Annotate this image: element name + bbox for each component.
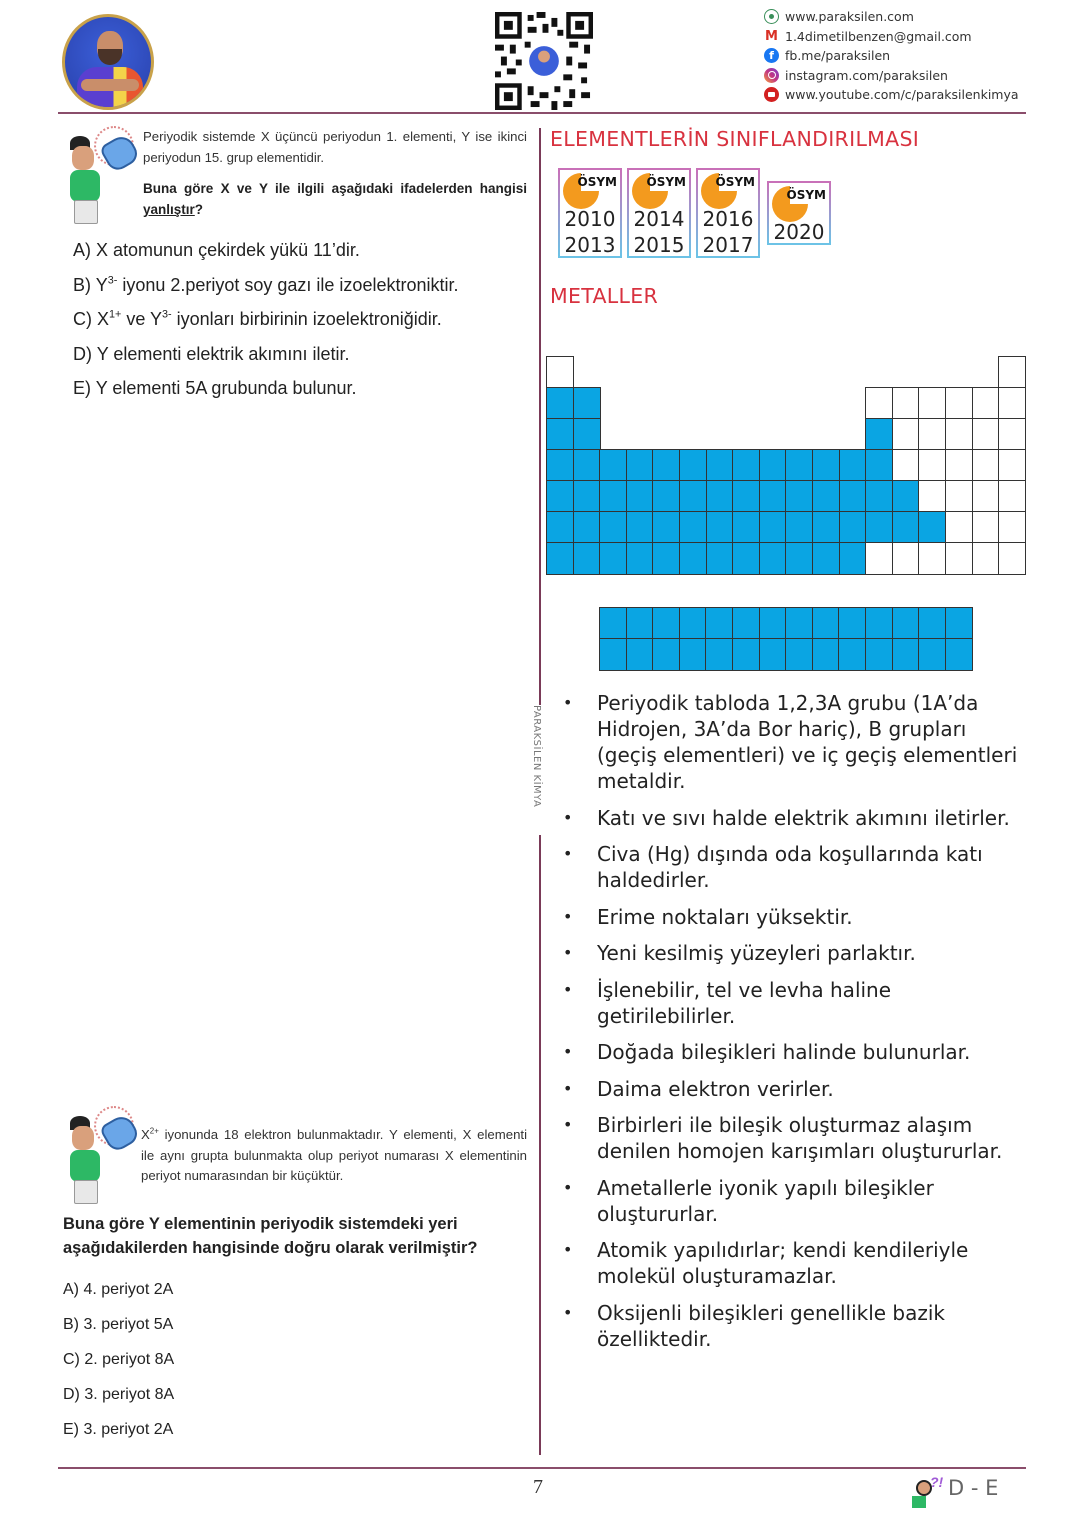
contact-text: www.paraksilen.com bbox=[785, 9, 914, 25]
metal-cell bbox=[839, 449, 867, 482]
list-item bbox=[560, 805, 1030, 831]
nonmetal-cell bbox=[892, 418, 920, 451]
metal-cell bbox=[839, 480, 867, 513]
contact-list bbox=[764, 7, 1064, 105]
osym-badge: ÖSYM 2010 2013 bbox=[558, 168, 622, 258]
list-item-text: Ametallerle iyonik yapılı bileşikler oluştururlar. bbox=[597, 1175, 934, 1226]
contact-text: 1.4dimetilbenzen@gmail.com bbox=[785, 28, 972, 44]
nonmetal-cell bbox=[918, 542, 946, 575]
f-block-cell bbox=[759, 638, 787, 671]
metal-cell bbox=[652, 511, 680, 544]
f-block-cell bbox=[759, 607, 787, 640]
metal-cell bbox=[573, 480, 601, 513]
nonmetal-cell bbox=[998, 449, 1026, 482]
osym-badge: ÖSYM 2016 2017 bbox=[696, 168, 760, 258]
f-block-cell bbox=[865, 607, 893, 640]
page-number: 7 bbox=[533, 1476, 543, 1498]
metal-cell bbox=[812, 480, 840, 513]
f-block-cell bbox=[732, 638, 760, 671]
list-item-text: Yeni kesilmiş yüzeyleri parlaktır. bbox=[597, 941, 916, 965]
f-block-cell bbox=[626, 607, 654, 640]
question1-prompt: Buna göre X ve Y ile ilgili aşağıdaki ifadelerden hangisi yanlıştır? bbox=[143, 181, 527, 217]
nonmetal-cell bbox=[998, 511, 1026, 544]
contact-text: www.youtube.com/c/paraksilenkimya bbox=[785, 87, 1019, 103]
metal-properties-list bbox=[560, 690, 1030, 1362]
nonmetal-cell bbox=[972, 387, 1000, 420]
contact-instagram[interactable] bbox=[764, 66, 1064, 86]
metal-cell bbox=[546, 387, 574, 420]
contact-text: instagram.com/paraksilen bbox=[785, 67, 948, 83]
list-item-text: Birbirleri ile bileşik oluşturmaz alaşım denilen homojen karışımları oluştururlar. bbox=[597, 1113, 1003, 1163]
nonmetal-cell bbox=[998, 356, 1026, 389]
metal-cell bbox=[626, 449, 654, 482]
f-block-cell bbox=[599, 638, 627, 671]
nonmetal-cell bbox=[998, 418, 1026, 451]
list-item bbox=[560, 1076, 1030, 1102]
metal-cell bbox=[865, 449, 893, 482]
contact-youtube[interactable] bbox=[764, 85, 1064, 105]
metal-cell bbox=[732, 511, 760, 544]
question2-options bbox=[63, 1272, 174, 1447]
list-item-text: İşlenebilir, tel ve levha haline getirilebilirler. bbox=[597, 977, 892, 1028]
footer-mark: ?! D - E bbox=[912, 1474, 1022, 1514]
metal-cell bbox=[759, 480, 787, 513]
question1-options bbox=[73, 233, 458, 406]
metal-cell bbox=[812, 542, 840, 575]
nonmetal-cell bbox=[918, 418, 946, 451]
question1-stem: Periyodik sistemde X üçüncü periyodun 1. elementi, Y ise ikinci periyodun 15. grup elementidir. bbox=[143, 129, 527, 165]
nonmetal-cell bbox=[972, 480, 1000, 513]
list-item bbox=[560, 904, 1030, 930]
list-item-text: Atomik yapılıdırlar; kendi kendileriyle molekül oluşturamazlar. bbox=[597, 1238, 969, 1288]
nonmetal-cell bbox=[918, 449, 946, 482]
bullet-icon: • bbox=[563, 979, 573, 999]
question2-option-c[interactable]: C) 2. periyot 8A bbox=[63, 1351, 175, 1368]
f-block-cell bbox=[652, 638, 680, 671]
metal-cell bbox=[706, 542, 734, 575]
metal-cell bbox=[759, 511, 787, 544]
nonmetal-cell bbox=[945, 418, 973, 451]
nonmetal-cell bbox=[892, 449, 920, 482]
nonmetal-cell bbox=[998, 542, 1026, 575]
metal-cell bbox=[812, 449, 840, 482]
nonmetal-cell bbox=[945, 449, 973, 482]
nonmetal-cell bbox=[972, 511, 1000, 544]
question2-prompt: Buna göre Y elementinin periyodik sistemdeki yeri aşağıdakilerden hangisinde doğru olarak verilmiştir? bbox=[63, 1215, 478, 1257]
osym-badge: ÖSYM 2020 bbox=[767, 181, 831, 245]
contact-facebook[interactable] bbox=[764, 46, 1064, 66]
list-item bbox=[560, 1300, 1030, 1352]
nonmetal-cell bbox=[945, 480, 973, 513]
side-brand-label: PARAKSİLEN KİMYA bbox=[526, 705, 552, 835]
list-item-text: Katı ve sıvı halde elektrik akımını iletirler. bbox=[597, 805, 1010, 830]
metal-cell bbox=[626, 542, 654, 575]
metal-cell bbox=[573, 418, 601, 451]
metal-cell bbox=[573, 511, 601, 544]
f-block-cell bbox=[679, 638, 707, 671]
teacher-character-icon bbox=[62, 126, 136, 226]
metal-cell bbox=[599, 449, 627, 482]
f-block-cell bbox=[892, 638, 920, 671]
nonmetal-cell bbox=[998, 480, 1026, 513]
nonmetal-cell bbox=[892, 387, 920, 420]
list-item-text: Erime noktaları yüksektir. bbox=[597, 904, 853, 929]
question2-option-e[interactable]: E) 3. periyot 2A bbox=[63, 1421, 174, 1438]
list-item bbox=[560, 1039, 1030, 1065]
list-item bbox=[560, 1237, 1030, 1289]
metal-cell bbox=[732, 449, 760, 482]
metal-cell bbox=[865, 480, 893, 513]
question2-option-b[interactable]: B) 3. periyot 5A bbox=[63, 1316, 174, 1333]
bullet-icon: • bbox=[563, 693, 573, 712]
nonmetal-cell bbox=[918, 387, 946, 420]
list-item bbox=[560, 1112, 1030, 1164]
metal-cell bbox=[892, 511, 920, 544]
youtube-icon bbox=[764, 87, 779, 102]
bullet-icon: • bbox=[563, 1302, 573, 1322]
list-item-text: Civa (Hg) dışında oda koşullarında katı haldedirler. bbox=[597, 842, 983, 892]
metal-cell bbox=[652, 542, 680, 575]
nonmetal-cell bbox=[972, 542, 1000, 575]
metal-cell bbox=[759, 542, 787, 575]
nonmetal-cell bbox=[998, 387, 1026, 420]
f-block-cell bbox=[918, 607, 946, 640]
author-avatar bbox=[62, 14, 154, 110]
metal-cell bbox=[573, 542, 601, 575]
f-block-cell bbox=[599, 607, 627, 640]
header-divider bbox=[58, 112, 1026, 114]
metal-cell bbox=[759, 449, 787, 482]
metal-cell bbox=[785, 542, 813, 575]
nonmetal-cell bbox=[865, 387, 893, 420]
teacher-character-icon bbox=[62, 1106, 136, 1206]
question2-option-d[interactable]: D) 3. periyot 8A bbox=[63, 1386, 175, 1403]
metal-cell bbox=[546, 542, 574, 575]
metal-cell bbox=[679, 511, 707, 544]
f-block-cell bbox=[865, 638, 893, 671]
metal-cell bbox=[706, 480, 734, 513]
contact-email[interactable] bbox=[764, 27, 1064, 47]
question1-option-c[interactable]: C) $X^{1+}$ ve $Y^{3-}$ iyonları birbirinin izoelektroniğidir. bbox=[73, 308, 442, 329]
list-item bbox=[560, 940, 1030, 966]
instagram-icon bbox=[764, 68, 779, 83]
metal-cell bbox=[679, 449, 707, 482]
nonmetal-cell bbox=[865, 542, 893, 575]
list-item-text: Oksijenli bileşikleri genellikle bazik özelliktedir. bbox=[597, 1300, 946, 1351]
list-item-text: Daima elektron verirler. bbox=[597, 1076, 834, 1101]
f-block-cell bbox=[945, 638, 973, 671]
f-block-cell bbox=[626, 638, 654, 671]
bullet-icon: • bbox=[563, 807, 573, 827]
contact-website[interactable] bbox=[764, 7, 1064, 27]
nonmetal-cell bbox=[918, 480, 946, 513]
f-block-cell bbox=[652, 607, 680, 640]
qr-code-icon bbox=[495, 12, 593, 110]
question1-option-b[interactable]: B) $Y^{3-}$ iyonu 2.periyot soy gazı ile izoelektroniktir. bbox=[73, 273, 459, 295]
list-item bbox=[560, 1175, 1030, 1227]
f-block-cell bbox=[945, 607, 973, 640]
metal-cell bbox=[839, 542, 867, 575]
metal-cell bbox=[652, 449, 680, 482]
f-block-cell bbox=[838, 638, 866, 671]
metal-cell bbox=[892, 480, 920, 513]
f-block-cell bbox=[705, 638, 733, 671]
metal-cell bbox=[599, 511, 627, 544]
metal-cell bbox=[546, 511, 574, 544]
nonmetal-cell bbox=[972, 418, 1000, 451]
qr-code[interactable] bbox=[495, 12, 593, 110]
nonmetal-cell bbox=[972, 449, 1000, 482]
list-item bbox=[560, 841, 1030, 893]
list-item bbox=[560, 977, 1030, 1029]
metal-cell bbox=[573, 449, 601, 482]
f-block-cell bbox=[732, 607, 760, 640]
metal-cell bbox=[573, 387, 601, 420]
bullet-icon: • bbox=[563, 906, 573, 926]
metal-cell bbox=[865, 418, 893, 451]
metal-cell bbox=[785, 480, 813, 513]
bullet-icon: • bbox=[563, 943, 573, 962]
metal-cell bbox=[839, 511, 867, 544]
facebook-icon: f bbox=[764, 48, 779, 63]
section-title: ELEMENTLERİN SINIFLANDIRILMASI bbox=[550, 127, 920, 151]
metal-cell bbox=[812, 511, 840, 544]
f-block-cell bbox=[785, 638, 813, 671]
f-block-cell bbox=[812, 607, 840, 640]
f-block-cell bbox=[838, 607, 866, 640]
f-block-cell bbox=[785, 607, 813, 640]
bullet-icon: • bbox=[563, 1177, 573, 1197]
question1-option-a[interactable]: A) X atomunun çekirdek yükü 11’dir. bbox=[73, 240, 360, 260]
metal-cell bbox=[626, 480, 654, 513]
f-block-cell bbox=[679, 607, 707, 640]
f-block-cell bbox=[892, 607, 920, 640]
metal-cell bbox=[679, 542, 707, 575]
bullet-icon: • bbox=[563, 844, 573, 863]
question2-option-a[interactable]: A) 4. periyot 2A bbox=[63, 1281, 174, 1298]
metal-cell bbox=[546, 480, 574, 513]
gmail-icon: M bbox=[765, 28, 778, 44]
metal-cell bbox=[626, 511, 654, 544]
metal-cell bbox=[599, 480, 627, 513]
bullet-icon: • bbox=[563, 1115, 573, 1134]
metal-cell bbox=[732, 542, 760, 575]
question2-stem: $X^{2+}$ iyonunda 18 elektron bulunmaktadır. Y elementi, X elementi ile aynı grupta bulunmakta olup periyot numarası X elementinin periyot numarasından bir küçüktür. bbox=[141, 1126, 527, 1183]
list-item-text: Doğada bileşikleri halinde bulunurlar. bbox=[597, 1040, 971, 1064]
metal-cell bbox=[546, 418, 574, 451]
website-icon bbox=[764, 9, 779, 24]
question1-option-e[interactable]: E) Y elementi 5A grubunda bulunur. bbox=[73, 378, 357, 398]
metal-cell bbox=[652, 480, 680, 513]
question1-option-d[interactable]: D) Y elementi elektrik akımını iletir. bbox=[73, 343, 350, 364]
contact-text: fb.me/paraksilen bbox=[785, 48, 891, 64]
f-block-cell bbox=[812, 638, 840, 671]
metal-cell bbox=[732, 480, 760, 513]
list-item bbox=[560, 690, 1030, 794]
metal-cell bbox=[785, 511, 813, 544]
subsection-title-metals: METALLER bbox=[550, 284, 659, 308]
metal-cell bbox=[546, 449, 574, 482]
nonmetal-cell bbox=[945, 542, 973, 575]
metal-cell bbox=[918, 511, 946, 544]
metal-cell bbox=[865, 511, 893, 544]
metal-cell bbox=[679, 480, 707, 513]
nonmetal-cell bbox=[945, 387, 973, 420]
metal-cell bbox=[599, 542, 627, 575]
bullet-icon: • bbox=[563, 1042, 573, 1061]
footer-divider bbox=[58, 1467, 1026, 1469]
metal-cell bbox=[706, 511, 734, 544]
metal-cell bbox=[785, 449, 813, 482]
metal-cell bbox=[706, 449, 734, 482]
nonmetal-cell bbox=[945, 511, 973, 544]
nonmetal-cell bbox=[892, 542, 920, 575]
list-item-text: Periyodik tabloda 1,2,3A grubu (1A’da Hidrojen, 3A’da Bor hariç), B grupları (geçiş elementleri) ve iç geçiş elementleri metaldir. bbox=[597, 691, 1018, 793]
f-block-cell bbox=[918, 638, 946, 671]
bullet-icon: • bbox=[563, 1240, 573, 1259]
nonmetal-cell bbox=[546, 356, 574, 389]
bullet-icon: • bbox=[563, 1078, 573, 1098]
f-block-cell bbox=[705, 607, 733, 640]
osym-badge: ÖSYM 2014 2015 bbox=[627, 168, 691, 258]
